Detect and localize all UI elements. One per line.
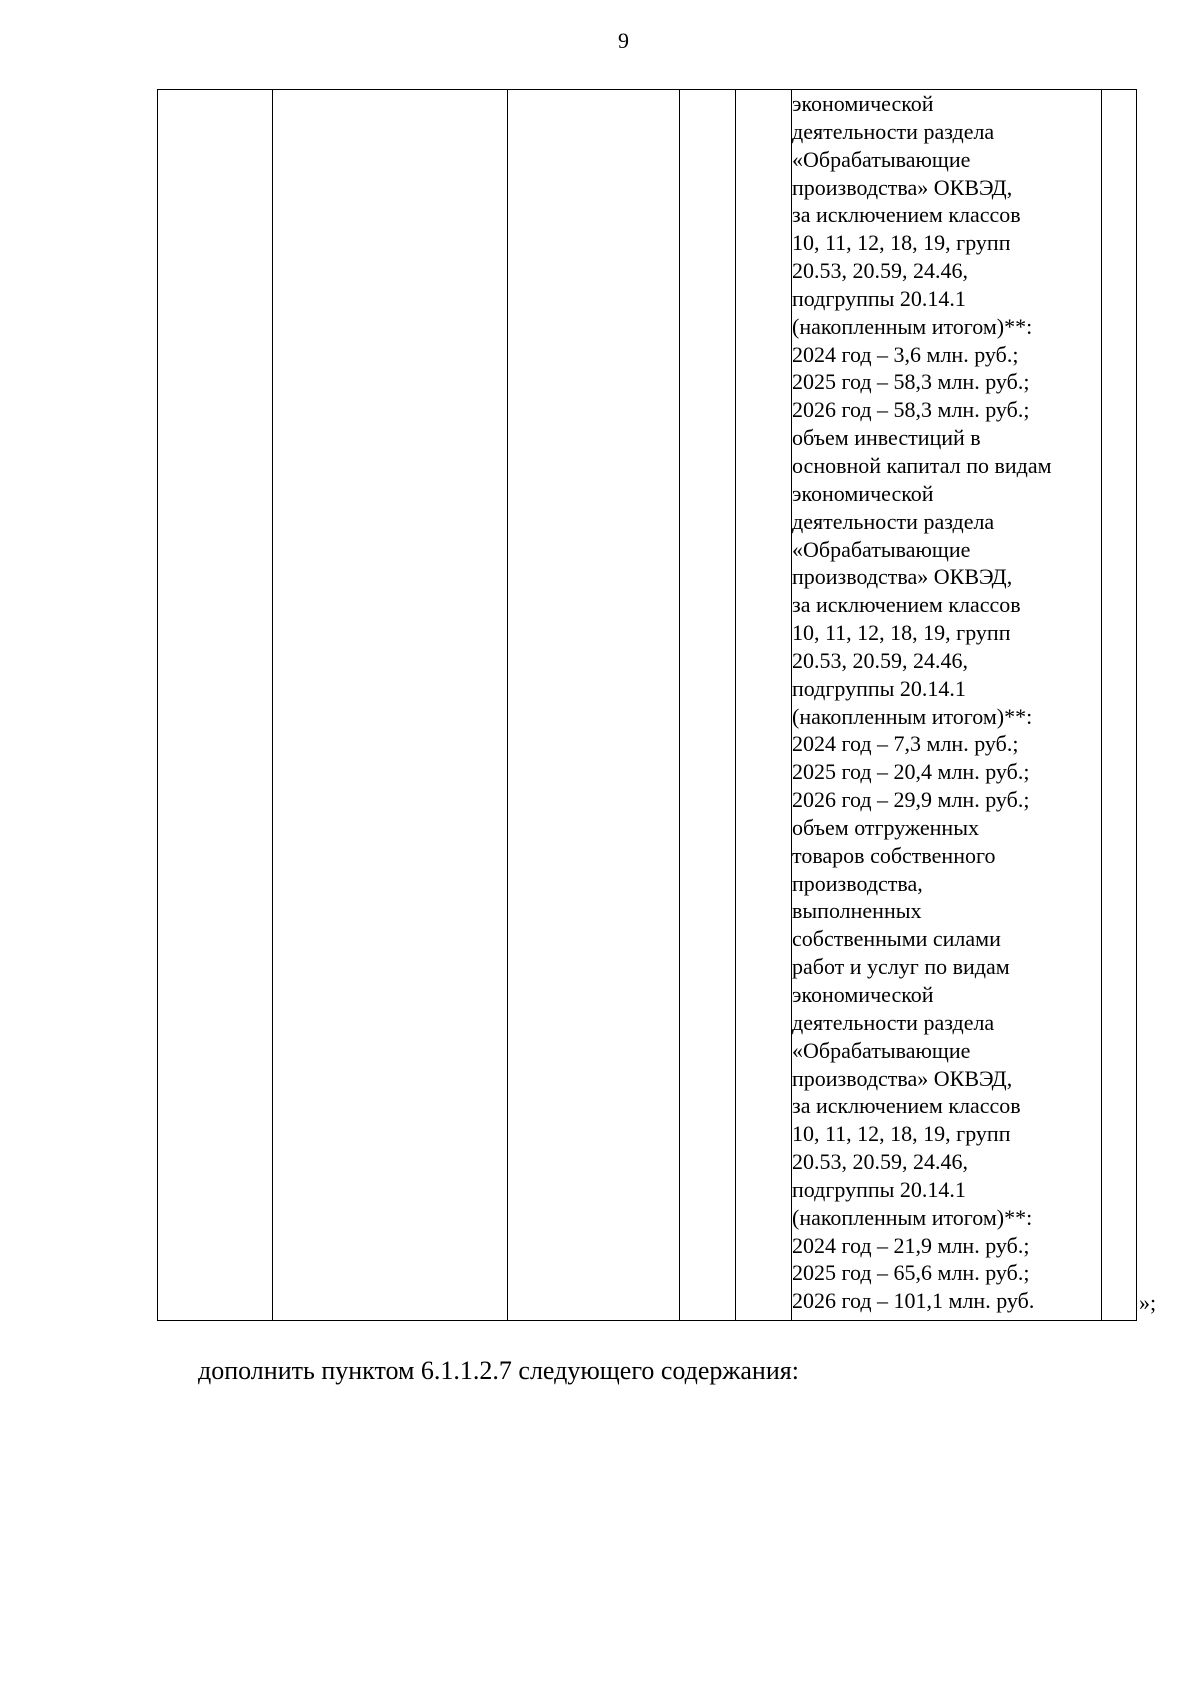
table-cell-4	[680, 90, 736, 1321]
instruction-paragraph: дополнить пунктом 6.1.1.2.7 следующего содержания:	[198, 1356, 799, 1385]
table-cell-5	[736, 90, 792, 1321]
table-cell-1	[158, 90, 273, 1321]
table-cell-3	[508, 90, 680, 1321]
table-cell-7	[1102, 90, 1137, 1321]
closing-quote-mark: »;	[1139, 1290, 1157, 1315]
table-row	[158, 90, 1137, 1321]
indicator-text-cell: экономической деятельности раздела «Обрабатывающие производства» ОКВЭД, за исключением классов 10, 11, 12, 18, 19, групп 20.53, 20.59, 24.46, подгруппы 20.14.1 (накопленным итогом)**: 2024 год – 3,6 млн. руб.; 2025 год – 58,3 млн. руб.; 2026 год – 58,3 млн. руб.; объем инвестиций в основной капитал по видам экономической деятельности раздела «Обрабатывающие производства» ОКВЭД, за исключением классов 10, 11, 12, 18, 19, групп 20.53, 20.59, 24.46, подгруппы 20.14.1 (накопленным итогом)**: 2024 год – 7,3 млн. руб.; 2025 год – 20,4 млн. руб.; 2026 год – 29,9 млн. руб.; объем отгруженных товаров собственного производства, выполненных собственными силами работ и услуг по видам экономической деятельности раздела «Обрабатывающие производства» ОКВЭД, за исключением классов 10, 11, 12, 18, 19, групп 20.53, 20.59, 24.46, подгруппы 20.14.1 (накопленным итогом)**: 2024 год – 21,9 млн. руб.; 2025 год – 65,6 млн. руб.; 2026 год – 101,1 млн. руб.	[792, 90, 1102, 1321]
table-cell-2	[273, 90, 508, 1321]
page-number: 9	[618, 28, 629, 53]
program-table	[157, 89, 1137, 1321]
